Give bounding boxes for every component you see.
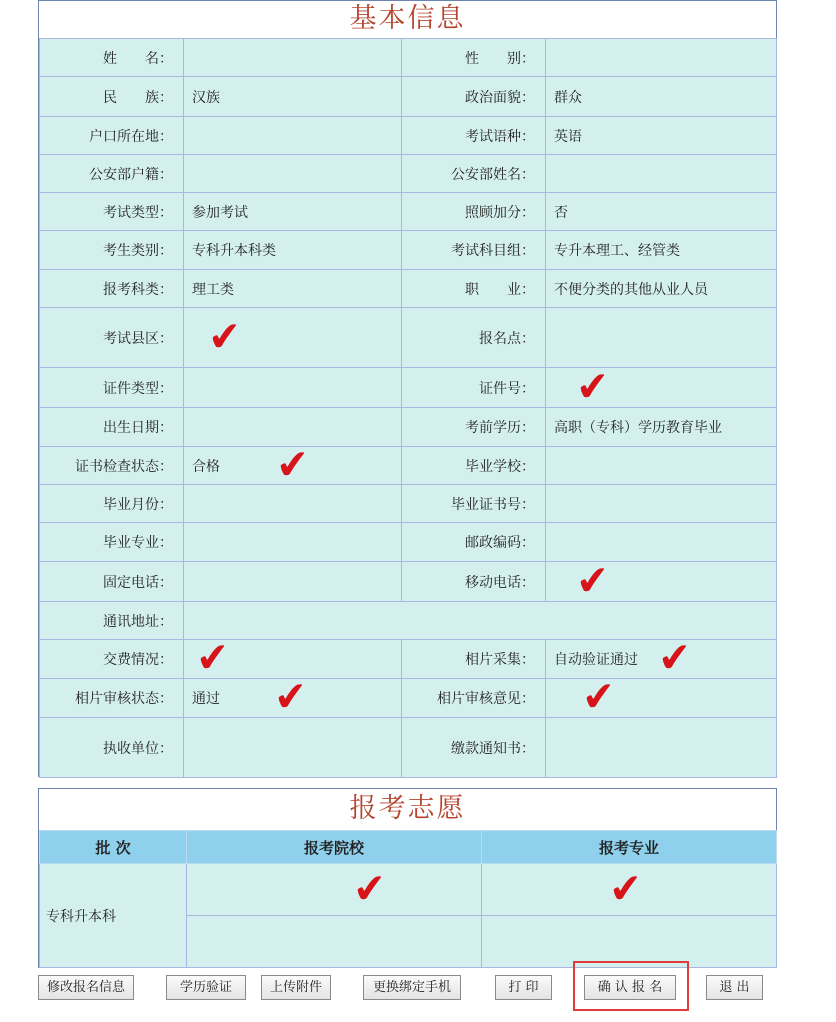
field-label: 照顾加分：: [465, 204, 535, 221]
field-value-cell[interactable]: [184, 408, 402, 447]
field-label: 证件号：: [479, 380, 535, 397]
field-label: 考试语种：: [465, 128, 535, 145]
info-row: [40, 270, 777, 308]
field-value-cell[interactable]: [184, 270, 402, 308]
field-value-cell[interactable]: [546, 155, 777, 193]
red-check-icon: ✔: [580, 673, 618, 722]
field-label: 证书检查状态：: [75, 458, 173, 475]
field-value: 合格: [192, 458, 220, 475]
red-check-icon: ✔: [194, 634, 232, 683]
field-label-cell: [40, 485, 184, 523]
info-row: [40, 77, 777, 117]
field-label-cell: [40, 447, 184, 485]
field-label-cell: [402, 640, 546, 679]
field-value: 英语: [554, 128, 582, 145]
field-value-cell[interactable]: [184, 440, 402, 489]
field-label-cell: [402, 117, 546, 155]
info-row: [40, 447, 777, 485]
field-label: 相片审核意见：: [437, 691, 535, 707]
info-row: [40, 193, 777, 231]
field-value-cell[interactable]: [184, 193, 402, 231]
header-batch: 批 次: [40, 831, 187, 864]
field-value-cell[interactable]: [184, 39, 402, 77]
field-value-cell[interactable]: [546, 77, 777, 117]
field-label-cell: [402, 270, 546, 308]
field-label: 政治面貌：: [465, 89, 535, 106]
info-row: [40, 679, 777, 718]
field-value: 专科升本科类: [192, 243, 276, 259]
field-label-cell: [40, 679, 184, 718]
field-label: 移动电话：: [465, 574, 535, 591]
field-label-cell: [40, 308, 184, 368]
field-value-cell[interactable]: [546, 362, 777, 411]
field-label: 相片采集：: [465, 652, 535, 668]
field-value-cell[interactable]: [184, 523, 402, 562]
field-label: 姓 名：: [103, 50, 173, 67]
info-row: [40, 408, 777, 447]
info-row: [40, 117, 777, 155]
field-label-cell: [402, 368, 546, 408]
field-label: 毕业学校：: [465, 458, 535, 475]
field-label-cell: [402, 408, 546, 447]
field-value-cell[interactable]: [546, 193, 777, 231]
field-value-cell[interactable]: [546, 270, 777, 308]
field-label: 固定电话：: [103, 574, 173, 591]
major-choice-1[interactable]: [482, 864, 777, 916]
field-label-cell: [402, 308, 546, 368]
red-check-icon: ✔: [206, 312, 244, 361]
field-label: 交费情况：: [103, 652, 173, 668]
info-row: [40, 155, 777, 193]
field-value-cell[interactable]: [184, 673, 402, 722]
change-phone-button[interactable]: 更换绑定手机: [363, 975, 461, 1000]
red-check-icon: ✔: [574, 362, 612, 411]
red-check-icon: ✔: [574, 556, 612, 605]
exit-button[interactable]: 退 出: [706, 975, 763, 1000]
volunteer-panel: [38, 788, 777, 968]
field-label-cell: [402, 193, 546, 231]
red-check-icon: ✔: [272, 673, 310, 722]
field-label-cell: [40, 193, 184, 231]
field-label: 考生类别：: [103, 243, 173, 259]
info-row: [40, 308, 777, 368]
field-label: 户口所在地：: [89, 128, 173, 145]
school-choice-1[interactable]: [187, 864, 482, 916]
info-row: [40, 562, 777, 602]
field-value: 专升本理工、经管类: [554, 243, 680, 259]
field-value-cell[interactable]: [184, 634, 402, 683]
field-value-cell[interactable]: [546, 718, 777, 778]
field-label-cell: [40, 77, 184, 117]
red-check-icon: ✔: [274, 440, 312, 489]
field-value: 否: [554, 204, 568, 221]
field-label-cell: [40, 602, 184, 640]
field-label-cell: [40, 231, 184, 270]
field-label: 毕业专业：: [103, 535, 173, 551]
field-label-cell: [402, 155, 546, 193]
field-label-cell: [402, 562, 546, 602]
field-value-cell[interactable]: [184, 77, 402, 117]
field-label: 毕业月份：: [103, 496, 173, 513]
print-button[interactable]: 打 印: [495, 975, 552, 1000]
field-value-cell[interactable]: [546, 523, 777, 562]
field-value-cell[interactable]: [546, 117, 777, 155]
field-value-cell[interactable]: [184, 117, 402, 155]
field-value-cell[interactable]: [184, 155, 402, 193]
major-choice-2[interactable]: [482, 916, 777, 968]
field-label: 性 别：: [465, 50, 535, 67]
field-value: 通过: [192, 691, 220, 707]
field-value-cell[interactable]: [546, 408, 777, 447]
field-value: 高职（专科）学历教育毕业: [554, 420, 722, 436]
field-label: 毕业证书号：: [451, 496, 535, 513]
info-row: [40, 39, 777, 77]
field-value: 不便分类的其他从业人员: [554, 281, 708, 298]
info-row: [40, 602, 777, 640]
field-label: 公安部姓名：: [451, 166, 535, 183]
field-label-cell: [40, 640, 184, 679]
field-label-cell: [40, 408, 184, 447]
red-check-icon: ✔: [607, 864, 645, 913]
field-label-cell: [40, 523, 184, 562]
field-label-cell: [402, 718, 546, 778]
field-label: 证件类型：: [103, 380, 173, 397]
field-label-cell: [40, 718, 184, 778]
field-value-cell[interactable]: [184, 308, 402, 368]
field-label-cell: [402, 679, 546, 718]
info-row: [40, 368, 777, 408]
basic-info-panel: [38, 0, 777, 777]
info-row: [40, 523, 777, 562]
field-value-cell[interactable]: [546, 485, 777, 523]
field-label-cell: [40, 155, 184, 193]
field-label-cell: [402, 77, 546, 117]
upload-attachment-button[interactable]: 上传附件: [261, 975, 331, 1000]
field-value-cell[interactable]: [184, 231, 402, 270]
field-value-cell[interactable]: [546, 231, 777, 270]
field-value-cell[interactable]: [546, 634, 777, 683]
field-label: 考试科目组：: [451, 243, 535, 259]
field-label: 执收单位：: [103, 740, 173, 757]
field-value: 汉族: [192, 89, 220, 106]
field-value-cell[interactable]: [184, 718, 402, 778]
field-label: 考前学历：: [465, 420, 535, 436]
info-row: [40, 485, 777, 523]
field-label-cell: [402, 231, 546, 270]
red-check-icon: ✔: [656, 634, 694, 683]
field-value: 自动验证通过: [554, 652, 638, 668]
field-label: 民 族：: [103, 89, 173, 106]
field-label-cell: [40, 562, 184, 602]
field-label: 考试县区：: [103, 330, 173, 347]
field-label: 报考科类：: [103, 281, 173, 298]
field-label: 职 业：: [465, 281, 535, 298]
field-label-cell: [402, 485, 546, 523]
school-choice-2[interactable]: [187, 916, 482, 968]
education-verify-button[interactable]: 学历验证: [166, 975, 246, 1000]
field-value-cell[interactable]: [184, 562, 402, 602]
field-label-cell: [40, 117, 184, 155]
volunteer-table: [39, 830, 777, 968]
field-label-cell: [40, 270, 184, 308]
header-major: 报考专业: [482, 831, 777, 864]
batch-cell: 专科升本科: [40, 864, 187, 968]
field-label: 报名点：: [479, 330, 535, 347]
field-value: 群众: [554, 89, 582, 106]
basic-info-table: [39, 38, 777, 778]
red-check-icon: ✔: [351, 864, 389, 913]
field-label: 缴款通知书：: [451, 740, 535, 757]
field-value-cell[interactable]: [546, 447, 777, 485]
field-label: 出生日期：: [103, 420, 173, 436]
field-label: 公安部户籍：: [89, 166, 173, 183]
field-label: 邮政编码：: [465, 535, 535, 551]
field-label: 通讯地址：: [103, 613, 173, 630]
field-label-cell: [402, 447, 546, 485]
info-row: [40, 640, 777, 679]
confirm-registration-button[interactable]: 确 认 报 名: [584, 975, 676, 1000]
header-school: 报考院校: [187, 831, 482, 864]
field-label-cell: [40, 368, 184, 408]
field-value: 参加考试: [192, 204, 248, 221]
field-label: 考试类型：: [103, 204, 173, 221]
field-label-cell: [402, 523, 546, 562]
field-value: 理工类: [192, 281, 234, 298]
field-value-cell[interactable]: [546, 556, 777, 605]
info-row: [40, 718, 777, 778]
field-value-cell[interactable]: [546, 39, 777, 77]
field-value-cell[interactable]: [184, 368, 402, 408]
field-value-cell[interactable]: [184, 485, 402, 523]
modify-registration-button[interactable]: 修改报名信息: [38, 975, 134, 1000]
field-label-cell: [402, 39, 546, 77]
field-label-cell: [40, 39, 184, 77]
field-label: 相片审核状态：: [75, 691, 173, 707]
field-value-cell[interactable]: [546, 308, 777, 368]
info-row: [40, 231, 777, 270]
basic-info-title: 基本信息: [349, 3, 466, 34]
field-value-cell[interactable]: [546, 673, 777, 722]
volunteer-title: 报考志愿: [349, 793, 466, 824]
